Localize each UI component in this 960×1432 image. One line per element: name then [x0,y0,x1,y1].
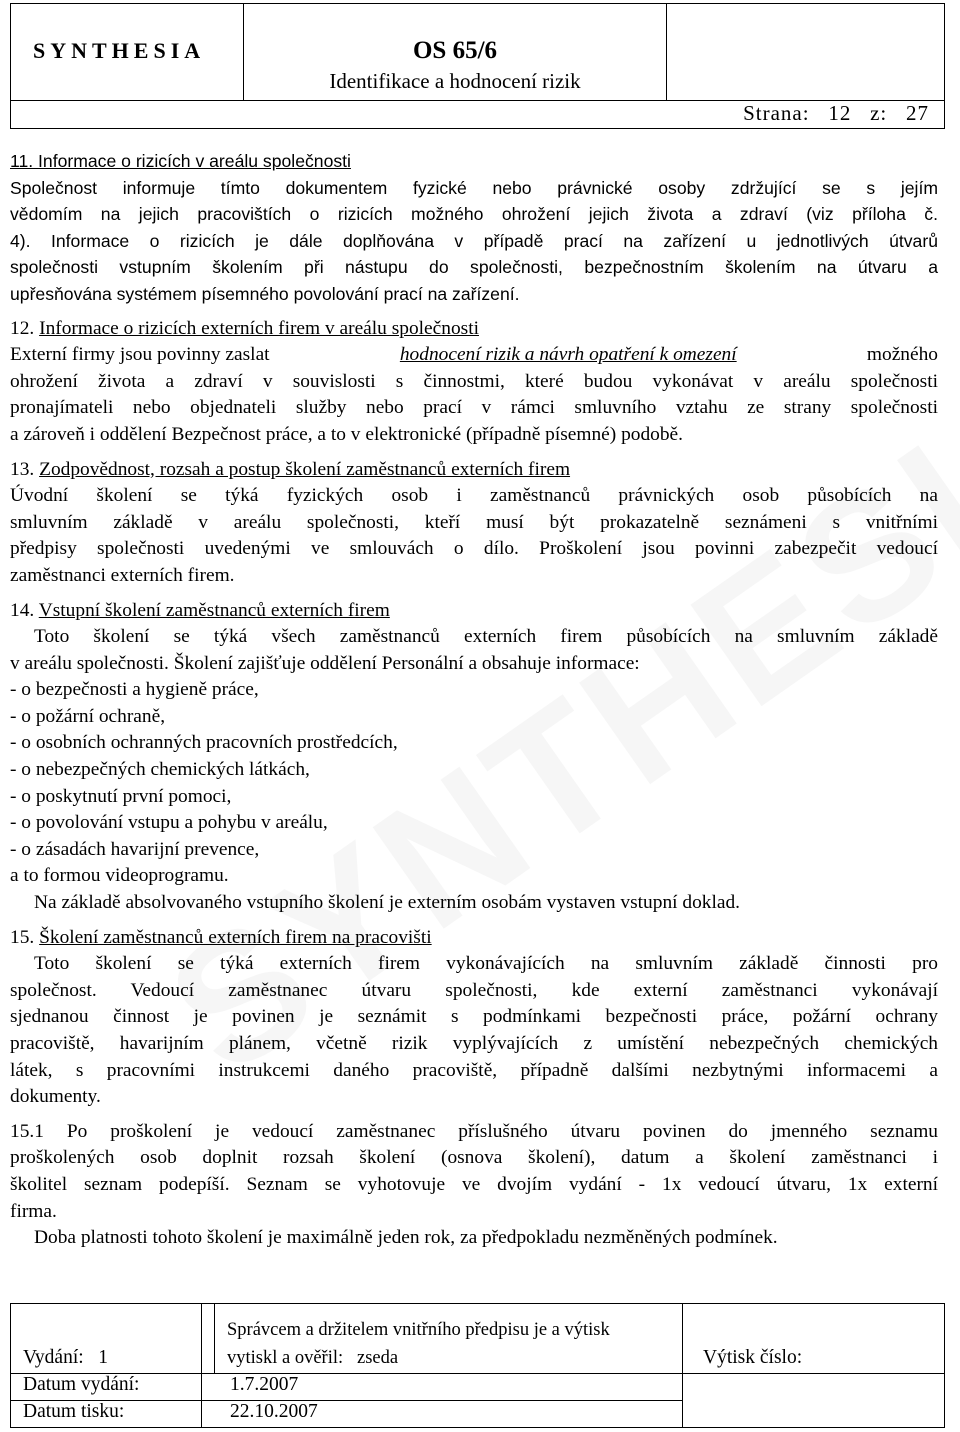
edition-value: 1 [98,1347,109,1368]
paragraph-line: a to formou videoprogramu. [10,865,229,887]
print-date-value-cell [202,1401,683,1428]
issue-date-label: Datum vydání: [23,1374,140,1395]
section-number: 15. [10,926,35,948]
section-15 [10,925,938,1252]
paragraph-line: smluvním základě v areálu společnosti, kteří musí být prokazatelně seznámeni s vnitřními [10,511,938,533]
paragraph-line: dokumenty. [10,1086,101,1108]
paragraph-line [10,342,938,369]
printed-by [227,1344,682,1372]
paragraph-line: v areálu společnosti. Školení zajišťuje oddělení Personální a obsahuje informace: [10,652,640,674]
paragraph-line: pracoviště, havarijním plánem, včetně rizik vyplývajících z umístění nebezpečných chemických [10,1033,938,1054]
copy-number-cell [683,1304,945,1374]
paragraph-line: Úvodní školení se týká fyzických osob i zaměstnanců právnických osob působících na [10,485,938,507]
paragraph-line: Společnost informuje tímto dokumentem fyzické nebo právnické osoby zdržující se s jejím [10,177,938,198]
section-heading [10,457,938,484]
header-title-cell [244,4,667,101]
paragraph-line: školitel seznam podepíší. Seznam se vyhotovuje ve dvojím vydání - 1x vedoucí útvaru, 1x externí [10,1173,938,1195]
paragraph-line: Na základě absolvovaného vstupního školení je externím osobám vystaven vstupní doklad. [34,892,740,914]
list-item: - o nebezpečných chemických látkách, [10,759,310,781]
footer-table [10,1303,945,1428]
section-11 [10,148,938,308]
paragraph-line: vědomím na jejich pracovištích o rizicích možného ohrožení jejich života a zdraví (viz příloha č. [10,204,938,225]
print-date-label: Datum tisku: [23,1401,125,1422]
issue-date-value-cell [202,1374,683,1401]
paragraph-line: proškolených osob doplnit rozsah školení (osnova školení), datum a školení zaměstnanci i [10,1147,938,1169]
document-footer [10,1303,945,1429]
paragraph-line: látek, s pracovními instrukcemi daného pracoviště, případně dalšími nezbytnými informacemi a [10,1059,938,1081]
section-title: Zodpovědnost, rozsah a postup školení zaměstnanců externích firem [39,458,571,480]
edition-label: Vydání: [23,1347,84,1368]
list-item: - o povolování vstupu a pohybu v areálu, [10,812,328,834]
section-number: 14. [10,599,35,621]
copy-number-label: Výtisk číslo: [703,1347,803,1368]
paragraph-line: společnost. Vedoucí zaměstnanec útvaru společnosti, kde externí zaměstnanci vykonávají [10,979,938,1001]
issue-date-label-cell [11,1374,202,1401]
text-span: Externí firmy jsou povinny zaslat [10,344,270,366]
header-right-cell [667,4,944,101]
printed-by-value: zseda [357,1348,399,1368]
document-title: Identifikace a hodnocení rizik [329,69,581,93]
text-span: možného [866,344,938,366]
paragraph-line: 15.1 Po proškolení je vedoucí zaměstnanec příslušného útvaru povinen do jmenného seznamu [10,1120,938,1142]
printed-by-label: vytiskl a ověřil: [227,1348,344,1368]
spacer-cell [202,1304,215,1374]
page-total: 27 [906,101,929,125]
footer-empty-cell [683,1374,945,1428]
paragraph-line: zaměstnanci externích firem. [10,564,235,586]
list-item: - o osobních ochranných pracovních prostředcích, [10,732,398,754]
section-title: Školení zaměstnanců externích firem na pracovišti [39,926,432,948]
list-item: - o zásadách havarijní prevence, [10,838,260,860]
page-current: 12 [828,101,852,125]
page-separator: z: [870,101,888,125]
document-header [10,3,945,129]
paragraph-line: upřesňována systémem písemného povolování prací na zařízení. [10,283,520,304]
section-title: Vstupní školení zaměstnanců externích firem [38,599,390,621]
section-title: Informace o rizicích externích firem v areálu společnosti [39,317,479,339]
custodian-text: Správcem a držitelem vnitřního předpisu je a výtisk [227,1320,610,1340]
section-13 [10,457,938,590]
section-heading [10,316,938,343]
list-item: - o poskytnutí první pomoci, [10,785,232,807]
section-heading: 11. Informace o rizicích v areálu společnosti [10,151,351,171]
section-number: 12. [10,317,35,339]
company-name: SYNTHESIA [33,38,206,63]
page-label: Strana: [743,101,810,125]
header-company-cell [11,4,244,101]
emphasized-link-text: hodnocení rizik a návrh opatření k omezení [399,344,737,366]
list-item: - o bezpečnosti a hygieně práce, [10,679,259,701]
paragraph-line: firma. [10,1200,57,1222]
document-body [10,148,938,1252]
paragraph-line: Doba platnosti tohoto školení je maximálně jeden rok, za předpokladu nezměněných podmínek. [34,1227,778,1249]
paragraph-line: společnosti vstupním školením při nástupu do společnosti, bezpečnostním školením na útvaru a [10,257,938,278]
page-number [743,101,929,126]
print-date-value: 22.10.2007 [230,1401,318,1422]
section-heading [10,598,938,625]
section-number: 13. [10,458,35,480]
print-date-label-cell [11,1401,202,1428]
paragraph-line: 4). Informace o rizicích je dále doplňována v případě prací na zařízení u jednotlivých útvarů [10,230,938,251]
paragraph-line: pronajímateli nebo objednateli služby nebo prací v rámci smluvního vztahu ze strany společnosti [10,397,938,419]
list-item: - o požární ochraně, [10,705,166,727]
paragraph-line: Toto školení se týká všech zaměstnanců externích firem působících na smluvním základě [34,626,938,648]
paragraph-line: a zároveň i oddělení Bezpečnost práce, a to v elektronické (případně písemné) podobě. [10,423,684,445]
edition-cell [11,1304,202,1374]
issue-date-value: 1.7.2007 [230,1374,299,1395]
paragraph-line: sjednanou činnost je povinen je seznámit s podmínkami bezpečnosti práce, požární ochrany [10,1006,938,1028]
paragraph-line: předpisy společnosti uvedenými ve smlouvách o dílo. Proškolení jsou povinni zabezpečit vedoucí [10,538,938,560]
paragraph-line: ohrožení života a zdraví v souvislosti s činnostmi, které budou vykonávat v areálu společnosti [10,370,938,392]
paragraph-line: Toto školení se týká externích firem vykonávajících na smluvním základě činnosti pro [34,953,938,975]
document-id: OS 65/6 [412,37,498,64]
section-heading [10,925,938,952]
custodian-cell [215,1304,683,1374]
section-14 [10,598,938,917]
section-12 [10,316,938,449]
